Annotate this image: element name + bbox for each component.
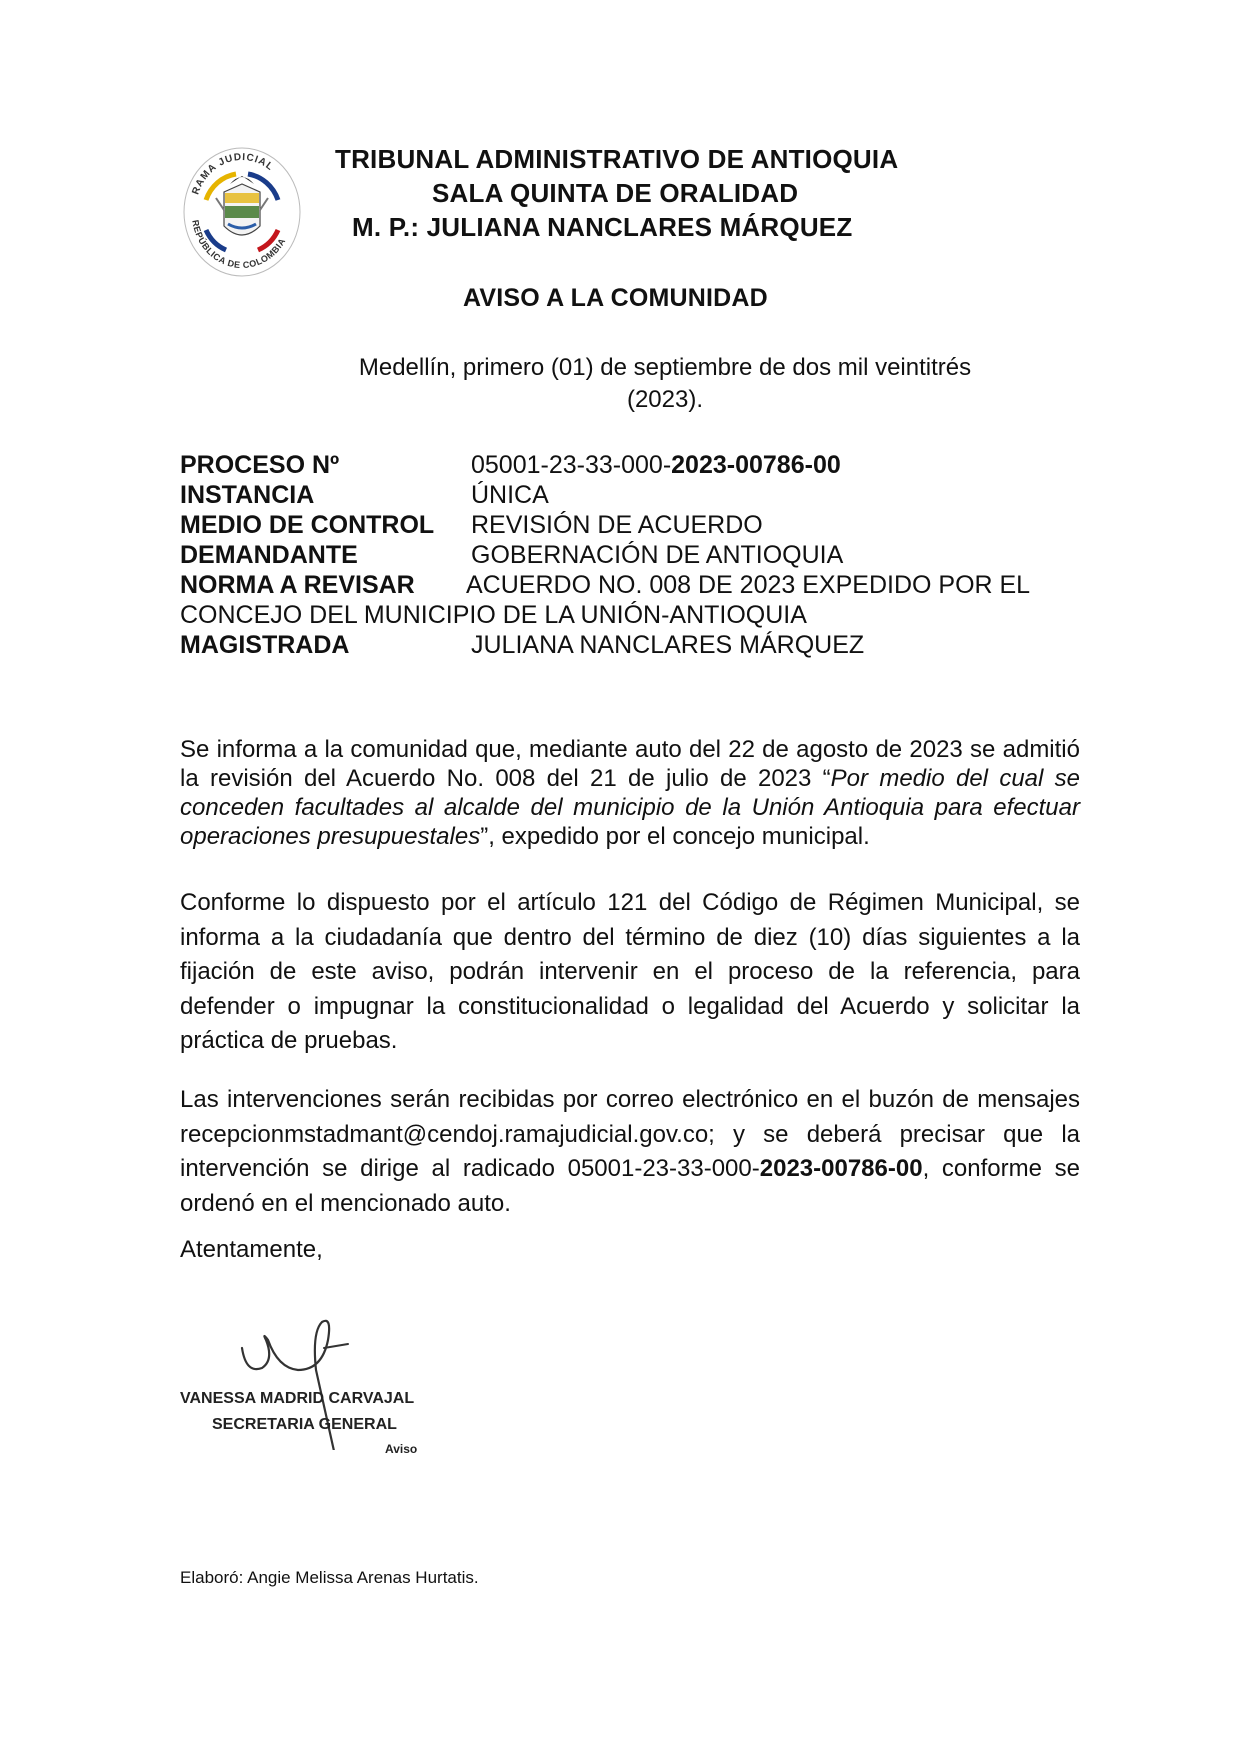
paragraph-email-instructions: [180, 1083, 1080, 1221]
court-name-heading: TRIBUNAL ADMINISTRATIVO DE ANTIOQUIA: [335, 144, 899, 174]
signature-note: Aviso: [385, 1442, 418, 1456]
medio-control-label: MEDIO DE CONTROL: [180, 511, 435, 539]
proceso-label: PROCESO Nº: [180, 451, 340, 479]
norma-value-line2: CONCEJO DEL MUNICIPIO DE LA UNIÓN-ANTIOQUIA: [180, 601, 807, 629]
paragraph-email-text-b: , conforme se ordenó en el mencionado auto.: [180, 1155, 1080, 1217]
instancia-value: ÚNICA: [471, 481, 549, 509]
rama-judicial-seal-logo: [178, 140, 306, 280]
norma-value-line1: ACUERDO NO. 008 DE 2023 EXPEDIDO POR EL: [466, 571, 1031, 599]
demandante-label: DEMANDANTE: [180, 541, 358, 569]
norma-label: NORMA A REVISAR: [180, 571, 415, 599]
proceso-value: [471, 451, 841, 480]
date-line-2: (2023).: [626, 386, 704, 413]
agreement-title-italic: Por medio del cual se conceden facultades al alcalde del municipio de la Unión Antioquia para efectuar operaciones presupuestales: [180, 765, 1080, 850]
radicado-number-bold: 2023-00786-00: [759, 1155, 923, 1182]
paragraph-admission-text-a: Se informa a la comunidad que, mediante auto del 22 de agosto de 2023 se admitió la revisión del Acuerdo No. 008 del 21 de julio de 2023 “: [180, 736, 1080, 792]
medio-control-value: REVISIÓN DE ACUERDO: [471, 511, 763, 539]
paragraph-admission: [180, 735, 1080, 851]
date-line-1: Medellín, primero (01) de septiembre de dos mil veintitrés: [358, 354, 972, 381]
proceso-value-number: 2023-00786-00: [671, 451, 841, 479]
magistrate-heading: M. P.: JULIANA NANCLARES MÁRQUEZ: [352, 212, 853, 242]
signatory-name: VANESSA MADRID CARVAJAL: [180, 1390, 415, 1407]
svg-text:RAMA JUDICIAL: RAMA JUDICIAL: [190, 151, 276, 197]
magistrada-label: MAGISTRADA: [180, 631, 350, 659]
document-title: AVISO A LA COMUNIDAD: [463, 284, 768, 312]
proceso-value-prefix: 05001-23-33-000-: [471, 451, 672, 479]
svg-text:REPÚBLICA DE COLOMBIA: REPÚBLICA DE COLOMBIA: [190, 219, 288, 271]
paragraph-admission-text-b: ”, expedido por el concejo municipal.: [480, 823, 870, 850]
closing-salutation: Atentamente,: [180, 1236, 323, 1263]
signatory-role: SECRETARIA GENERAL: [212, 1416, 397, 1433]
magistrada-value: JULIANA NANCLARES MÁRQUEZ: [471, 631, 865, 659]
prepared-by-footer: Elaboró: Angie Melissa Arenas Hurtatis.: [180, 1568, 479, 1587]
paragraph-intervention-term: Conforme lo dispuesto por el artículo 121 del Código de Régimen Municipal, se informa a la ciudadanía que dentro del término de diez (10) días siguientes a la fijación de este aviso, podrán intervenir en el proceso de la referencia, para defender o impugnar la constitucionalidad o legalidad del Acuerdo y solicitar la práctica de pruebas.: [180, 889, 1080, 1054]
date-line: [330, 352, 1000, 416]
demandante-value: GOBERNACIÓN DE ANTIOQUIA: [471, 541, 844, 569]
chamber-heading: SALA QUINTA DE ORALIDAD: [432, 178, 799, 208]
paragraph-email-text-a: Las intervenciones serán recibidas por correo electrónico en el buzón de mensajes recepcionmstadmant@cendoj.ramajudicial.gov.co; y se deberá precisar que la intervención se dirige al radicado 05001-23-33-000-: [180, 1086, 1080, 1182]
instancia-label: INSTANCIA: [180, 481, 315, 509]
